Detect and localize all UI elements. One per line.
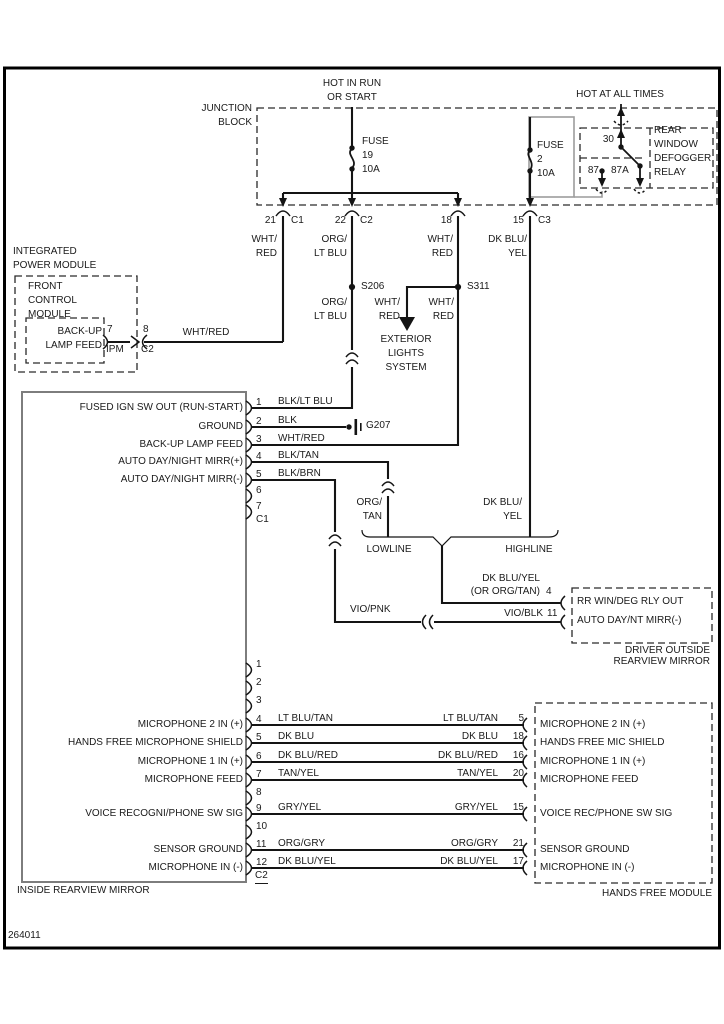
pin-number: 5 bbox=[518, 713, 524, 724]
exit-15-connector: C3 bbox=[538, 215, 551, 226]
wire-label: LT BLU bbox=[314, 248, 347, 259]
connector-c1-label: C1 bbox=[256, 514, 269, 525]
hot-feed-arrow-2 bbox=[617, 129, 625, 138]
pin-number: 8 bbox=[256, 787, 262, 798]
mirror-signal: GROUND bbox=[198, 421, 243, 432]
pin-number: 5 bbox=[256, 469, 262, 480]
connector-c2-label: C2 bbox=[255, 870, 268, 884]
mirror-signal: HANDS FREE MICROPHONE SHIELD bbox=[67, 737, 243, 748]
ipm-conn-c2: C2 bbox=[141, 344, 154, 355]
wire-label: ORG/ bbox=[356, 497, 382, 508]
ground-g207-dot bbox=[346, 424, 351, 429]
pin-number: 21 bbox=[512, 838, 524, 849]
terminal-dots bbox=[346, 144, 642, 429]
wire-label: RED bbox=[431, 248, 453, 259]
hands-free-module-title: HANDS FREE MODULE bbox=[601, 888, 712, 899]
mirror-signal: VOICE RECOGNI/PHONE SW SIG bbox=[85, 808, 243, 819]
module-signal: MICROPHONE 2 IN (+) bbox=[540, 719, 646, 730]
mirror-signal: BACK-UP LAMP FEED bbox=[139, 439, 243, 450]
wire-label: BLK/LT BLU bbox=[278, 396, 333, 407]
ipm-title-1: INTEGRATED bbox=[13, 246, 77, 257]
mirror-signal: MICROPHONE IN (-) bbox=[148, 862, 243, 873]
exit-21-pin: 21 bbox=[264, 215, 276, 226]
mirror-signal: MICROPHONE 1 IN (+) bbox=[137, 756, 243, 767]
wire-label: LT BLU bbox=[314, 311, 347, 322]
wire-label: DK BLU/RED bbox=[278, 750, 339, 761]
wire-label: ORG/ bbox=[321, 234, 347, 245]
pin-number: 5 bbox=[256, 732, 262, 743]
driver-mirror-signal-1: RR WIN/DEG RLY OUT bbox=[577, 596, 684, 607]
module-signal: SENSOR GROUND bbox=[540, 844, 630, 855]
wire-label: WHT/ bbox=[251, 234, 277, 245]
module-signal: HANDS FREE MIC SHIELD bbox=[540, 737, 665, 748]
driver-mirror-pin-4: 4 bbox=[546, 586, 552, 597]
pin-number: 2 bbox=[256, 416, 262, 427]
backup-lamp-feed-label-2: LAMP FEED bbox=[45, 340, 102, 351]
ipm-wire-label: WHT/RED bbox=[182, 327, 230, 338]
relay-name-2: WINDOW bbox=[654, 139, 698, 150]
wire-label: WHT/ bbox=[427, 234, 453, 245]
relay-terminal-30: 30 bbox=[602, 134, 614, 145]
splice-s206-label: S206 bbox=[361, 281, 385, 292]
pin-number: 20 bbox=[512, 768, 524, 779]
mirror-signal: AUTO DAY/NIGHT MIRR(+) bbox=[118, 456, 243, 467]
mirror-signal: FUSED IGN SW OUT (RUN-START) bbox=[79, 402, 243, 413]
wire-label: DK BLU/YEL bbox=[482, 573, 540, 584]
driver-mirror-title-2: REARVIEW MIRROR bbox=[613, 656, 710, 667]
pin-number: 4 bbox=[256, 714, 262, 725]
wire-label: YEL bbox=[503, 511, 522, 522]
fcm-label-2: CONTROL bbox=[28, 295, 77, 306]
wire-label: RED bbox=[378, 311, 400, 322]
mirror-signal: AUTO DAY/NIGHT MIRR(-) bbox=[120, 474, 243, 485]
wire-label: WHT/RED bbox=[278, 433, 325, 444]
pin-number: 9 bbox=[256, 803, 262, 814]
wire-label: VIO/BLK bbox=[504, 608, 543, 619]
junction-block-box bbox=[257, 108, 717, 205]
wire-label: VIO/PNK bbox=[350, 604, 391, 615]
wire-label: (OR ORG/TAN) bbox=[470, 586, 540, 597]
module-signal: VOICE REC/PHONE SW SIG bbox=[540, 808, 673, 819]
wire-label: DK BLU/ bbox=[488, 234, 527, 245]
exit-15-pin: 15 bbox=[512, 215, 524, 226]
fuse-19-element bbox=[350, 149, 354, 168]
exterior-lights-label-3: SYSTEM bbox=[385, 362, 427, 373]
wire-label: GRY/YEL bbox=[454, 802, 498, 813]
hot-at-all-times-label: HOT AT ALL TIMES bbox=[576, 89, 664, 100]
splice-s311-dot bbox=[455, 284, 461, 290]
relay-name-1: REAR bbox=[654, 125, 682, 136]
hot-in-run-label-2: OR START bbox=[327, 92, 377, 103]
wire-label: LT BLU/TAN bbox=[442, 713, 498, 724]
wire-label: DK BLU bbox=[461, 731, 498, 742]
splice-s206-dot bbox=[349, 284, 355, 290]
pin-number: 3 bbox=[256, 434, 262, 445]
pin-number: 6 bbox=[256, 485, 262, 496]
exit-22-connector: C2 bbox=[360, 215, 373, 226]
pin-number: 3 bbox=[256, 695, 262, 706]
fcm-label-3: MODULE bbox=[28, 309, 71, 320]
wire-label: YEL bbox=[508, 248, 527, 259]
ipm-conn: IPM bbox=[106, 344, 124, 355]
wire-label: TAN/YEL bbox=[457, 768, 498, 779]
fuse19-rating: 10A bbox=[362, 164, 380, 175]
pin-number: 17 bbox=[512, 856, 524, 867]
wire-label: GRY/YEL bbox=[278, 802, 322, 813]
pin-number: 6 bbox=[256, 751, 262, 762]
wire-label: ORG/ bbox=[321, 297, 347, 308]
module-signal: MICROPHONE FEED bbox=[540, 774, 639, 785]
junction-block-label-1: JUNCTION bbox=[201, 103, 252, 114]
splice-s311-label: S311 bbox=[467, 281, 490, 292]
pin-number: 10 bbox=[256, 821, 268, 832]
fuse2-number: 2 bbox=[537, 154, 543, 165]
pin-number: 7 bbox=[256, 769, 262, 780]
exterior-lights-label-2: LIGHTS bbox=[387, 348, 425, 359]
mirror-signal: MICROPHONE FEED bbox=[144, 774, 243, 785]
wire-label: BLK/BRN bbox=[278, 468, 321, 479]
wire-label: RED bbox=[432, 311, 454, 322]
junction-block-label-2: BLOCK bbox=[218, 117, 252, 128]
lowline-label: LOWLINE bbox=[366, 544, 412, 555]
ipm-pin-7: 7 bbox=[107, 324, 113, 335]
exterior-lights-label-1: EXTERIOR bbox=[380, 334, 432, 345]
exit-21-connector: C1 bbox=[291, 215, 304, 226]
ground-g207-label: G207 bbox=[366, 420, 391, 431]
inside-mirror-title: INSIDE REARVIEW MIRROR bbox=[17, 885, 150, 896]
driver-mirror-title-1: DRIVER OUTSIDE bbox=[624, 645, 710, 656]
pin-number: 12 bbox=[256, 857, 268, 868]
pin-number: 16 bbox=[512, 750, 524, 761]
pin-number: 11 bbox=[256, 839, 267, 850]
pin-number: 4 bbox=[256, 451, 262, 462]
relay-terminal-87: 87 bbox=[587, 165, 599, 176]
ground-g207-symbol bbox=[355, 419, 362, 435]
mirror-signal: MICROPHONE 2 IN (+) bbox=[137, 719, 243, 730]
pin-number: 15 bbox=[512, 802, 524, 813]
wire-label: DK BLU/RED bbox=[437, 750, 498, 761]
relay-terminal-87a: 87A bbox=[611, 165, 629, 176]
wire-label: TAN bbox=[362, 511, 382, 522]
pin-number: 7 bbox=[256, 501, 262, 512]
wire-label: DK BLU bbox=[278, 731, 315, 742]
relay-name-4: RELAY bbox=[654, 167, 687, 178]
wire-label: DK BLU/YEL bbox=[440, 856, 498, 867]
exit-22-pin: 22 bbox=[334, 215, 346, 226]
relay-name-3: DEFOGGER bbox=[654, 153, 712, 164]
ipm-pin-8: 8 bbox=[143, 324, 149, 335]
wire-label: WHT/ bbox=[374, 297, 400, 308]
wire-label: BLK bbox=[278, 415, 297, 426]
fuse2-label: FUSE bbox=[537, 140, 564, 151]
wire-label: BLK/TAN bbox=[278, 450, 319, 461]
module-signal: MICROPHONE IN (-) bbox=[540, 862, 635, 873]
mirror-signal: SENSOR GROUND bbox=[153, 844, 243, 855]
ipm-title-2: POWER MODULE bbox=[13, 260, 97, 271]
hot-in-run-label-1: HOT IN RUN bbox=[322, 78, 382, 89]
module-signal: MICROPHONE 1 IN (+) bbox=[540, 756, 646, 767]
backup-lamp-feed-label-1: BACK-UP bbox=[57, 326, 102, 337]
fuse19-label: FUSE bbox=[362, 136, 389, 147]
wire-label: ORG/GRY bbox=[450, 838, 498, 849]
highline-label: HIGHLINE bbox=[505, 544, 553, 555]
pin-number: 1 bbox=[256, 397, 262, 408]
fuse19-number: 19 bbox=[362, 150, 374, 161]
fcm-label-1: FRONT bbox=[28, 281, 63, 292]
wire-label: WHT/ bbox=[428, 297, 454, 308]
wire-label: TAN/YEL bbox=[278, 768, 319, 779]
fuse2-rating: 10A bbox=[537, 168, 555, 179]
exit-18-pin: 18 bbox=[440, 215, 452, 226]
driver-mirror-pin-11: 11 bbox=[547, 608, 558, 619]
pin-number: 1 bbox=[256, 659, 262, 670]
pin-number: 18 bbox=[512, 731, 524, 742]
figure-number: 264011 bbox=[8, 930, 41, 941]
wire-label: DK BLU/YEL bbox=[278, 856, 336, 867]
wire-label: LT BLU/TAN bbox=[278, 713, 334, 724]
driver-mirror-signal-2: AUTO DAY/NT MIRR(-) bbox=[577, 615, 682, 626]
wire-label: ORG/GRY bbox=[278, 838, 326, 849]
wire-label: RED bbox=[255, 248, 277, 259]
wire-label: DK BLU/ bbox=[483, 497, 522, 508]
pin-number: 2 bbox=[256, 677, 262, 688]
